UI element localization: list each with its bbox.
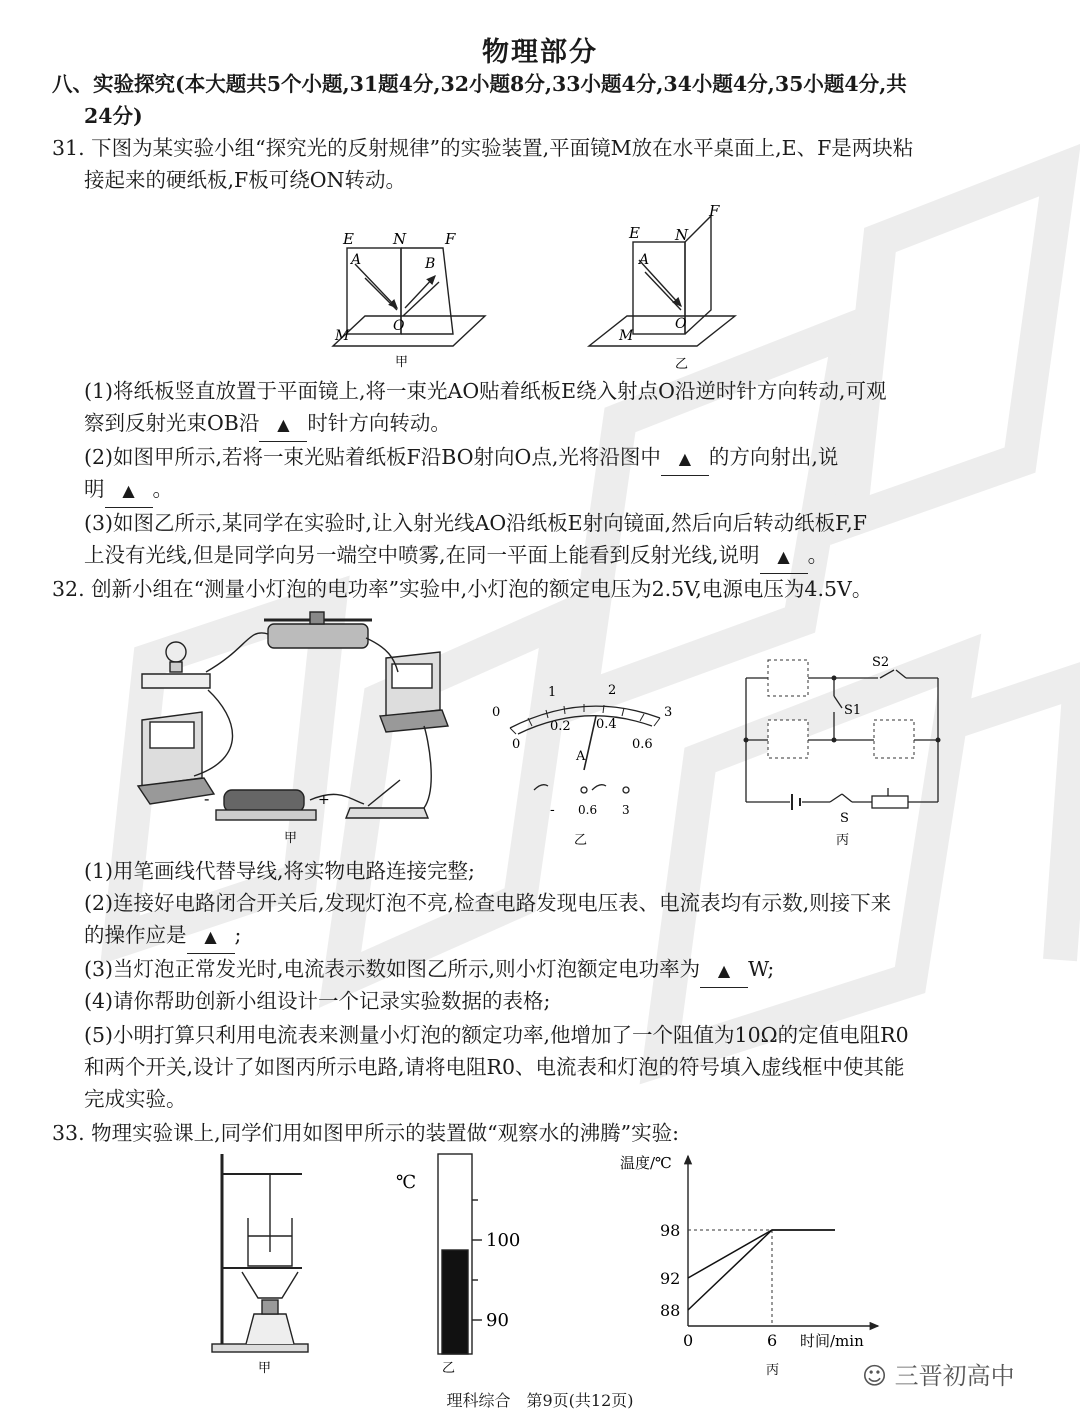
- label-m: M: [619, 328, 634, 344]
- series-line-1: [688, 1230, 835, 1310]
- scale-lower-0.2: 0.2: [550, 719, 571, 734]
- section-heading-line1: 八、实验探究(本大题共5个小题,31题4分,32小题8分,33小题4分,34小题4分,35小题4分,共: [52, 72, 907, 96]
- answer-blank: ▲: [105, 475, 153, 508]
- switch: [346, 808, 428, 818]
- switch-s1: [834, 696, 842, 708]
- q32-part4: (4)请你帮助创新小组设计一个记录实验数据的表格;: [84, 989, 551, 1013]
- q31-part1-line1: (1)将纸板竖直放置于平面镜上,将一束光AO贴着纸板E绕入射点O沿逆时针方向转动,可观: [84, 379, 887, 403]
- terminal-3: 3: [622, 803, 630, 817]
- label-f: F: [445, 230, 456, 248]
- scale-upper-0: 0: [492, 705, 501, 720]
- label-s2: S2: [872, 655, 890, 670]
- figure-caption: 丙: [766, 1363, 780, 1378]
- page-footer: 理科综合 第9页(共12页): [446, 1391, 634, 1410]
- q33-figure-bing-chart: [602, 1148, 892, 1380]
- q33-stem: 33. 物理实验课上,同学们用如图甲所示的装置做“观察水的沸腾”实验:: [52, 1121, 680, 1145]
- ray-ob: [405, 276, 435, 308]
- mirror-plane: [589, 316, 735, 346]
- q31-stem-line2: 接起来的硬纸板,F板可绕ON转动。: [84, 168, 406, 192]
- terminal-0.6: 0.6: [578, 803, 598, 817]
- q31-part1-line2: 察到反射光束OB沿 ▲ 时针方向转动。: [84, 407, 451, 442]
- figure-caption: 乙: [442, 1361, 456, 1376]
- q32-part3: (3)当灯泡正常发光时,电流表示数如图乙所示,则小灯泡额定电功率为 ▲ W;: [84, 953, 774, 988]
- q32-part5-line2: 和两个开关,设计了如图丙所示电路,请将电阻R0、电流表和灯泡的符号填入虚线框中使其能: [84, 1055, 905, 1079]
- dashed-box-3[interactable]: [874, 720, 914, 758]
- x-axis-label: 时间/min: [800, 1332, 864, 1350]
- q33-figure-jia-apparatus: [198, 1148, 328, 1378]
- burner-flame: [242, 1272, 298, 1298]
- label-n: N: [675, 226, 689, 244]
- y-axis-label: 温度/℃: [620, 1154, 672, 1172]
- y-tick-88: 88: [660, 1301, 681, 1320]
- ray-ao: [355, 264, 397, 308]
- page-title: 物理部分: [482, 37, 598, 68]
- figure-caption: 乙: [675, 357, 689, 372]
- switch-s: [830, 794, 842, 802]
- q31-part2-line2: 明 ▲ 。: [84, 473, 173, 508]
- pointer: [584, 716, 596, 770]
- terminal-minus: -: [550, 802, 555, 818]
- answer-blank: ▲: [661, 443, 709, 476]
- q33-figure-yi-thermometer: [386, 1150, 536, 1380]
- tick-90: 90: [486, 1310, 509, 1331]
- q32-part2-line1: (2)连接好电路闭合开关后,发现灯泡不亮,检查电路发现电压表、电流表均有示数,则接下来: [84, 891, 892, 915]
- label-a: A: [639, 252, 650, 268]
- label-a: A: [351, 252, 362, 268]
- battery-plus: +: [318, 792, 330, 808]
- answer-blank: ▲: [700, 955, 748, 988]
- dashed-box-1[interactable]: [768, 660, 808, 696]
- q32-figure-bing-circuit: [738, 648, 948, 850]
- rheostat-symbol: [872, 796, 908, 808]
- battery-minus: -: [204, 789, 210, 808]
- q32-figure-yi-ammeter: [488, 678, 688, 848]
- q32-part2-line2: 的操作应是 ▲ ;: [84, 919, 241, 954]
- figure-caption: 甲: [284, 831, 298, 846]
- wechat-account-label: 三晋初高中: [894, 1362, 1015, 1390]
- tick-100: 100: [486, 1230, 521, 1251]
- x-tick-0: 0: [683, 1331, 694, 1350]
- label-n: N: [393, 230, 407, 248]
- wechat-watermark: [862, 1356, 1015, 1391]
- q32-part5-line1: (5)小明打算只利用电流表来测量小灯泡的额定功率,他增加了一个阻值为10Ω的定值电阻R0: [84, 1023, 909, 1047]
- battery: [224, 790, 304, 812]
- x-tick-6: 6: [767, 1331, 778, 1350]
- figure-caption: 丙: [836, 833, 850, 848]
- y-tick-98: 98: [660, 1221, 681, 1240]
- scale-lower-0.4: 0.4: [596, 717, 617, 732]
- series-line-2: [688, 1230, 835, 1278]
- label-m: M: [335, 328, 350, 344]
- q31-part3-line2: 上没有光线,但是同学向另一端空中喷雾,在同一平面上能看到反射光线,说明 ▲ 。: [84, 539, 828, 574]
- alcohol-lamp: [246, 1314, 294, 1344]
- dial-arc: [510, 706, 660, 728]
- q32-figure-jia-circuit: [128, 608, 458, 848]
- figure-caption: 甲: [258, 1361, 272, 1376]
- section-heading-line2: 24分): [84, 104, 143, 128]
- label-e: E: [343, 230, 354, 248]
- scale-upper-3: 3: [664, 705, 673, 720]
- dashed-box-2[interactable]: [768, 720, 808, 758]
- liquid-column: [442, 1250, 468, 1354]
- rheostat: [268, 624, 368, 648]
- q32-stem: 32. 创新小组在“测量小灯泡的电功率”实验中,小灯泡的额定电压为2.5V,电源电压为4.5V。: [52, 577, 873, 601]
- stand-base: [212, 1344, 308, 1352]
- label-s: S: [840, 811, 849, 826]
- scale-upper-2: 2: [608, 683, 617, 698]
- q31-figure-yi: [585, 200, 745, 372]
- q31-stem-line1: 31. 下图为某实验小组“探究光的反射规律”的实验装置,平面镜M放在水平桌面上,E、F是两块粘: [52, 136, 914, 160]
- lamp-bulb: [166, 642, 186, 662]
- q31-part2-line1: (2)如图甲所示,若将一束光贴着纸板F沿BO射向O点,光将沿图中 ▲ 的方向射出,说: [84, 441, 838, 476]
- wire: [206, 633, 268, 672]
- label-f: F: [709, 202, 720, 220]
- wire: [424, 726, 431, 808]
- answer-blank: ▲: [187, 921, 235, 954]
- figure-caption: 乙: [574, 833, 588, 848]
- q31-part3-line1: (3)如图乙所示,某同学在实验时,让入射光线AO沿纸板E射向镜面,然后向后转动纸板F,F: [84, 511, 867, 535]
- label-e: E: [629, 224, 640, 242]
- scale-upper-1: 1: [548, 685, 557, 700]
- label-o: O: [393, 318, 405, 334]
- label-b: B: [425, 256, 436, 272]
- figure-caption: 甲: [395, 355, 409, 370]
- q32-part5-line3: 完成实验。: [84, 1087, 187, 1111]
- lamp-base: [142, 674, 210, 688]
- unit-label: ℃: [396, 1172, 417, 1193]
- label-o: O: [675, 316, 687, 332]
- wechat-icon: ☺: [862, 1362, 888, 1390]
- answer-blank: ▲: [760, 541, 808, 574]
- scale-lower-0.6: 0.6: [632, 737, 653, 752]
- q31-figure-jia: [325, 222, 495, 372]
- q32-part1: (1)用笔画线代替导线,将实物电路连接完整;: [84, 859, 475, 883]
- unit-label: A: [576, 749, 586, 764]
- y-tick-92: 92: [660, 1269, 681, 1288]
- label-s1: S1: [844, 703, 862, 718]
- mirror-plane: [333, 316, 485, 346]
- scale-lower-0: 0: [512, 737, 521, 752]
- answer-blank: ▲: [259, 409, 307, 442]
- switch-s2: [880, 670, 894, 678]
